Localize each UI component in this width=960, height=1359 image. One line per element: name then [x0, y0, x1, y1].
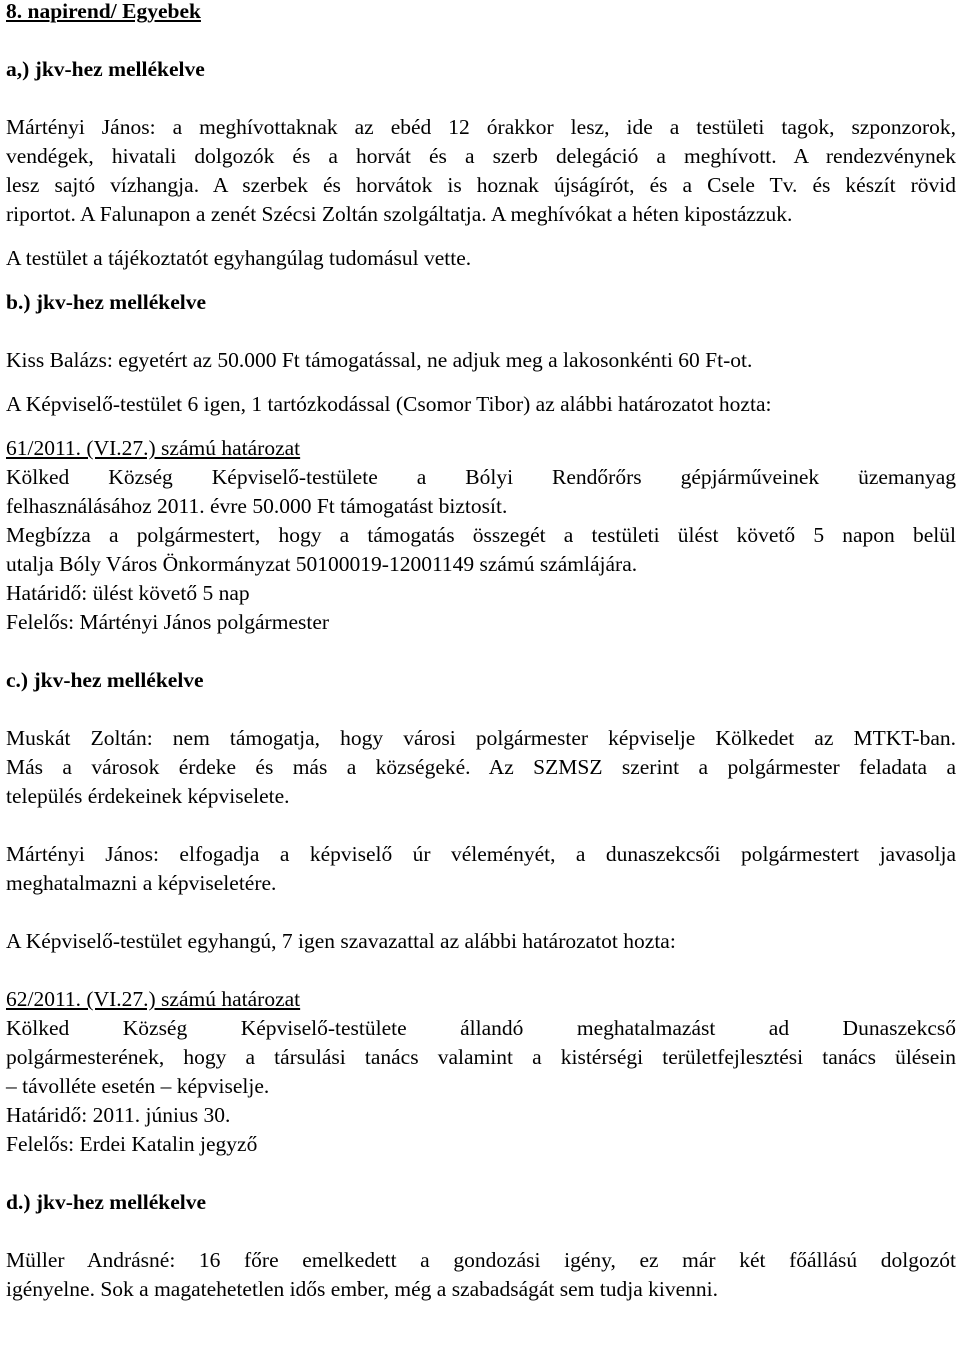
statement-line: meghatalmazni a képviseletére.	[6, 871, 277, 895]
resolution-line: felhasználásához 2011. évre 50.000 Ft támogatást biztosít.	[6, 494, 508, 518]
item-a-paragraph	[6, 113, 956, 229]
item-d-statement	[6, 1246, 956, 1304]
item-b-heading: b.) jkv-hez mellékelve	[6, 290, 207, 314]
item-c-vote: A Képviselő-testület egyhangú, 7 igen szavazattal az alábbi határozatot hozta:	[6, 929, 676, 953]
statement-line: igényelne. Sok a magatehetetlen idős ember, még a szabadságát sem tudja kivenni.	[6, 1277, 718, 1301]
item-c-deadline: Határidő: 2011. június 30.	[6, 1103, 231, 1127]
paragraph-line: Mártényi János: a meghívottaknak az ebéd 12 órakkor lesz, ide a testületi tagok, szponzorok,	[6, 115, 956, 139]
resolution-line: – távolléte esetén – képviselje.	[6, 1074, 270, 1098]
item-c-statement-2	[6, 840, 956, 898]
document-page	[6, 0, 956, 1304]
item-b-resolution-title: 61/2011. (VI.27.) számú határozat	[6, 436, 301, 460]
item-a-heading: a,) jkv-hez mellékelve	[6, 57, 205, 81]
item-b-statement: Kiss Balázs: egyetért az 50.000 Ft támogatással, ne adjuk meg a lakosonkénti 60 Ft-ot.	[6, 348, 753, 372]
statement-line: Müller Andrásné: 16 főre emelkedett a gondozási igény, ez már két főállású dolgozót	[6, 1248, 956, 1272]
item-c-resolution-text	[6, 1014, 956, 1101]
item-d-heading: d.) jkv-hez mellékelve	[6, 1190, 207, 1214]
item-c-heading: c.) jkv-hez mellékelve	[6, 668, 204, 692]
statement-line: Mártényi János: elfogadja a képviselő úr véleményét, a dunaszekcsői polgármestert javasolja	[6, 842, 956, 866]
item-b-responsible: Felelős: Mártényi János polgármester	[6, 610, 330, 634]
item-b-resolution-text	[6, 463, 956, 579]
resolution-line: utalja Bóly Város Önkormányzat 50100019-12001149 számú számlájára.	[6, 552, 638, 576]
section-title: 8. napirend/ Egyebek	[6, 0, 201, 23]
item-a-outcome: A testület a tájékoztatót egyhangúlag tudomásul vette.	[6, 246, 472, 270]
resolution-line: Kölked Község Képviselő-testülete állandó meghatalmazást ad Dunaszekcső	[6, 1016, 956, 1040]
item-b-deadline: Határidő: ülést követő 5 nap	[6, 581, 250, 605]
resolution-line: Megbízza a polgármestert, hogy a támogatás összegét a testületi ülést követő 5 napon belül	[6, 523, 956, 547]
item-c-statement-1	[6, 724, 956, 811]
resolution-line: Kölked Község Képviselő-testülete a Bólyi Rendőrőrs gépjárműveinek üzemanyag	[6, 465, 956, 489]
item-c-resolution-title: 62/2011. (VI.27.) számú határozat	[6, 987, 301, 1011]
paragraph-line: riportot. A Falunapon a zenét Szécsi Zoltán szolgáltatja. A meghívókat a héten kipostázzuk.	[6, 202, 793, 226]
statement-line: Muskát Zoltán: nem támogatja, hogy városi polgármester képviselje Kölkedet az MTKT-ban.	[6, 726, 956, 750]
item-b-vote: A Képviselő-testület 6 igen, 1 tartózkodással (Csomor Tibor) az alábbi határozatot hozta:	[6, 392, 772, 416]
item-c-responsible: Felelős: Erdei Katalin jegyző	[6, 1132, 258, 1156]
paragraph-line: vendégek, hivatali dolgozók és a horvát és a szerb delegáció a meghívott. A rendezvénynek	[6, 144, 956, 168]
statement-line: Más a városok érdeke és más a községeké. Az SZMSZ szerint a polgármester feladata a	[6, 755, 956, 779]
paragraph-line: lesz sajtó vízhangja. A szerbek és horvátok is hoznak újságírót, és a Csele Tv. és készít rövid	[6, 173, 956, 197]
resolution-line: polgármesterének, hogy a társulási tanács valamint a kistérségi területfejlesztési tanács ülésein	[6, 1045, 956, 1069]
statement-line: település érdekeinek képviselete.	[6, 784, 290, 808]
